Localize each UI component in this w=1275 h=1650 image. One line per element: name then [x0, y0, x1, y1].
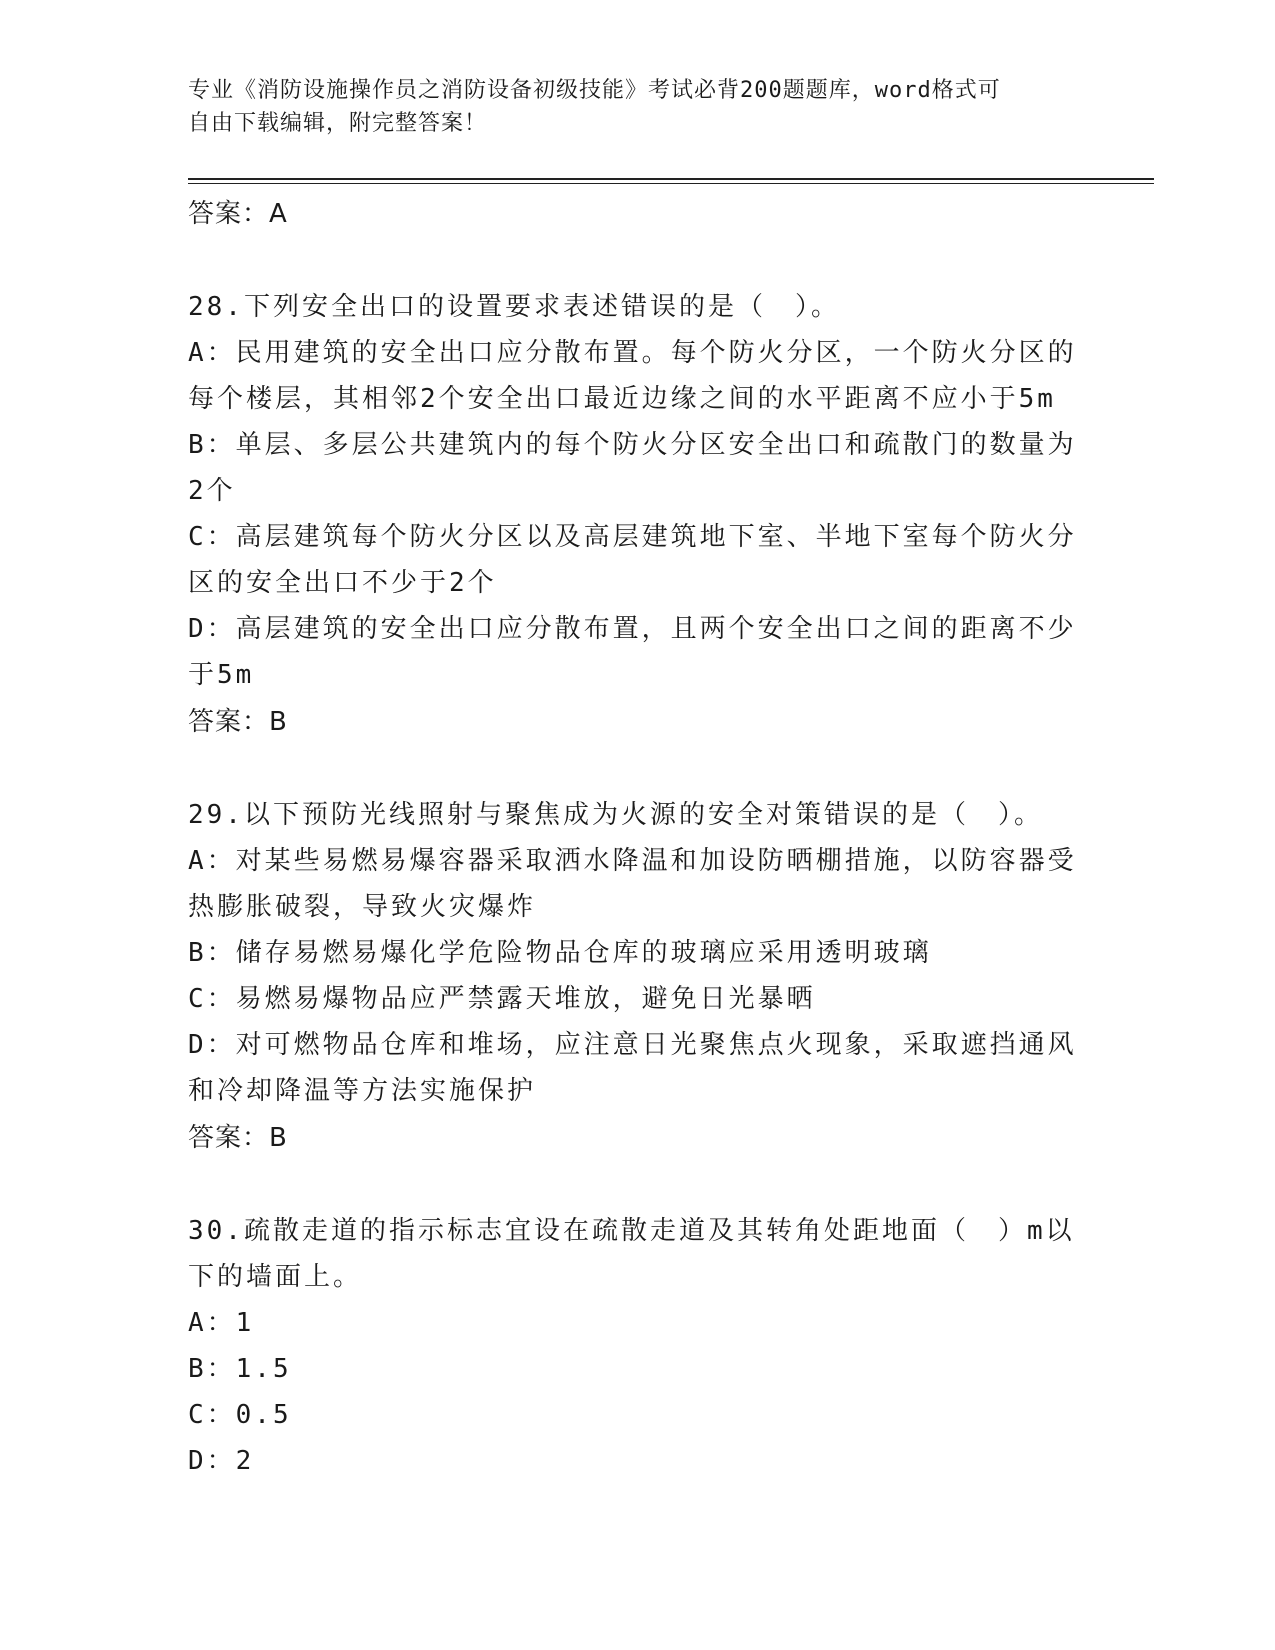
- option-b: B：1.5: [188, 1354, 292, 1384]
- option-a: A：1: [188, 1308, 255, 1338]
- option-a-line-1: A：民用建筑的安全出口应分散布置。每个防火分区，一个防火分区的: [188, 338, 1077, 368]
- header-line-2: 自由下载编辑，附完整答案！: [188, 111, 488, 136]
- option-d: D：2: [188, 1446, 255, 1476]
- option-list: [188, 330, 1088, 698]
- question-29: [188, 792, 1088, 1160]
- option-d-line-1: D：高层建筑的安全出口应分散布置，且两个安全出口之间的距离不少: [188, 614, 1077, 644]
- option-a-line-2: 热膨胀破裂，导致火灾爆炸: [188, 892, 537, 922]
- previous-answer: 答案：A: [188, 199, 288, 229]
- option-b-line-1: B：单层、多层公共建筑内的每个防火分区安全出口和疏散门的数量为: [188, 430, 1077, 460]
- header-line-1: 专业《消防设施操作员之消防设备初级技能》考试必背200题题库，word格式可: [188, 78, 1001, 103]
- option-a-line-1: A：对某些易燃易爆容器采取洒水降温和加设防晒棚措施，以防容器受: [188, 846, 1077, 876]
- question-stem: 28.下列安全出口的设置要求表述错误的是（ ）。: [188, 292, 840, 322]
- option-b-line-1: B：储存易燃易爆化学危险物品仓库的玻璃应采用透明玻璃: [188, 938, 932, 968]
- option-b-line-2: 2个: [188, 476, 236, 506]
- question-28: [188, 284, 1088, 744]
- option-c-line-1: C：高层建筑每个防火分区以及高层建筑地下室、半地下室每个防火分: [188, 522, 1077, 552]
- question-list: [188, 190, 1088, 1484]
- question-stem: 29.以下预防光线照射与聚焦成为火源的安全对策错误的是（ ）。: [188, 800, 1043, 830]
- option-a-line-2: 每个楼层，其相邻2个安全出口最近边缘之间的水平距离不应小于5m: [188, 384, 1056, 414]
- option-c-line-1: C：易燃易爆物品应严禁露天堆放，避免日光暴晒: [188, 984, 816, 1014]
- header-divider-thin: [188, 183, 1154, 184]
- option-d-line-1: D：对可燃物品仓库和堆场，应注意日光聚焦点火现象，采取遮挡通风: [188, 1030, 1077, 1060]
- option-list: [188, 1300, 1088, 1484]
- document-header: [188, 74, 1088, 140]
- question-stem-line-1: 30.疏散走道的指示标志宜设在疏散走道及其转角处距地面（ ）m以: [188, 1216, 1075, 1246]
- answer: 答案：B: [188, 1123, 288, 1153]
- question-30: [188, 1208, 1088, 1484]
- option-c: C：0.5: [188, 1400, 292, 1430]
- option-c-line-2: 区的安全出口不少于2个: [188, 568, 497, 598]
- option-list: [188, 838, 1088, 1114]
- header-divider-thick: [188, 178, 1154, 180]
- option-d-line-2: 于5m: [188, 660, 255, 690]
- question-stem-line-2: 下的墙面上。: [188, 1262, 363, 1292]
- option-d-line-2: 和冷却降温等方法实施保护: [188, 1076, 537, 1106]
- answer: 答案：B: [188, 707, 288, 737]
